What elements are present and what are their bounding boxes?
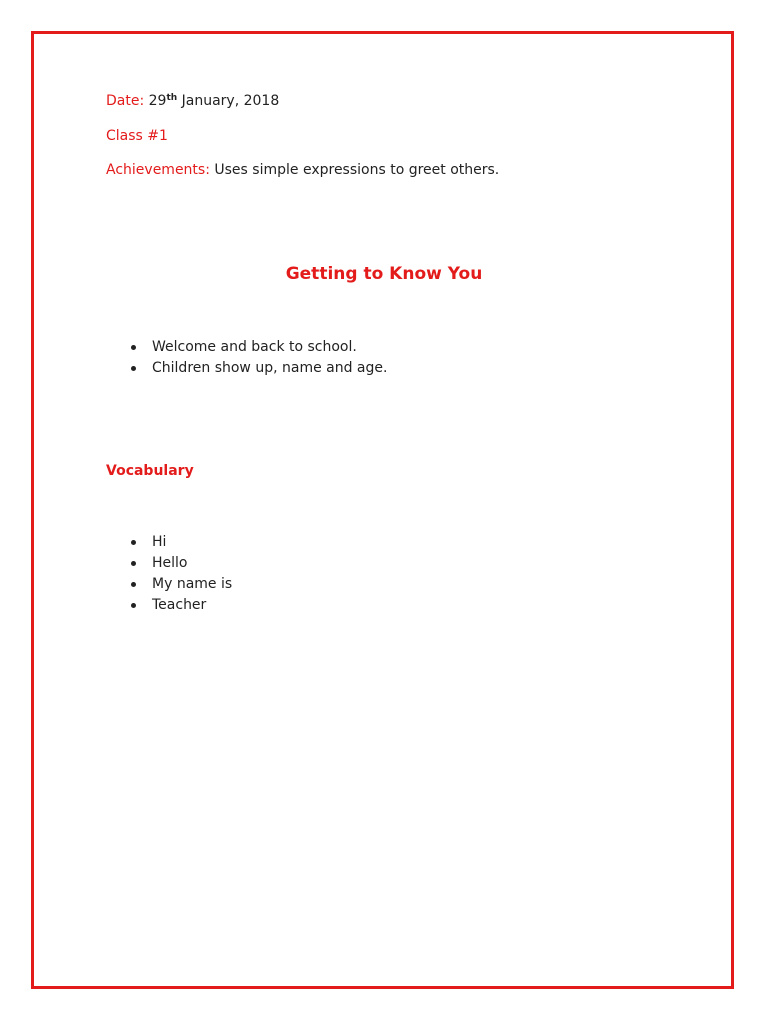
list-item — [128, 574, 232, 595]
achievements-value: Uses simple expressions to greet others. — [214, 162, 500, 178]
bullet-icon — [131, 366, 136, 371]
bullet-icon — [131, 540, 136, 545]
class-line: Class #1 — [106, 128, 168, 144]
vocabulary-item-text: Hello — [152, 555, 188, 571]
intro-item-text: Children show up, name and age. — [152, 360, 388, 376]
list-item — [128, 532, 232, 553]
achievements-label: Achievements: — [106, 162, 210, 178]
date-day: 29 — [148, 93, 167, 109]
intro-list — [128, 337, 387, 379]
date-line — [106, 92, 279, 110]
achievements-line — [106, 161, 499, 179]
vocabulary-item-text: My name is — [152, 576, 233, 592]
date-ordinal: th — [166, 93, 178, 103]
bullet-icon — [131, 603, 136, 608]
date-rest: January, 2018 — [181, 93, 280, 109]
list-item — [128, 337, 387, 358]
vocabulary-item-text: Hi — [152, 534, 167, 550]
list-item — [128, 553, 232, 574]
list-item — [128, 358, 387, 379]
list-item — [128, 595, 232, 616]
vocabulary-item-text: Teacher — [152, 597, 207, 613]
bullet-icon — [131, 582, 136, 587]
date-label: Date: — [106, 93, 145, 109]
vocabulary-list — [128, 532, 232, 616]
intro-item-text: Welcome and back to school. — [152, 339, 357, 355]
page-title: Getting to Know You — [285, 264, 483, 284]
bullet-icon — [131, 561, 136, 566]
bullet-icon — [131, 345, 136, 350]
vocabulary-heading: Vocabulary — [106, 463, 194, 479]
